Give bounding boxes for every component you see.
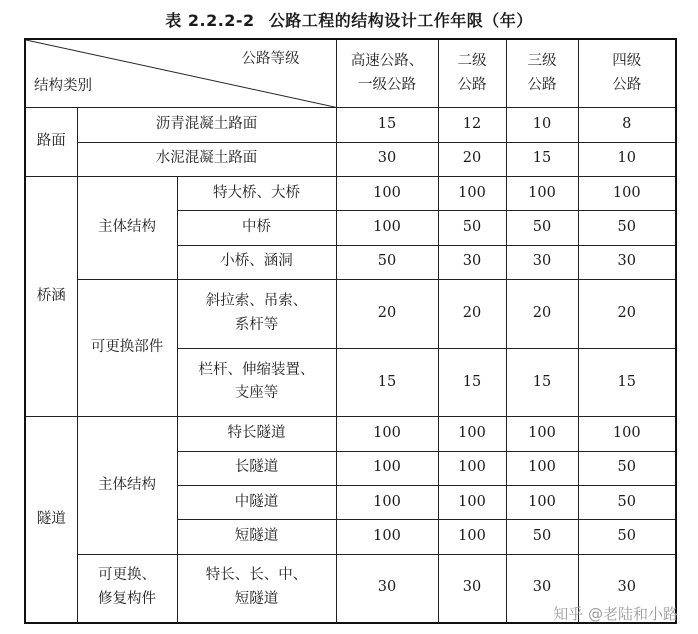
subgroup-label: 主体结构: [77, 176, 177, 279]
table-cell: 100: [506, 451, 578, 485]
table-cell: 100: [506, 176, 578, 210]
table-cell: 50: [506, 211, 578, 245]
row-label: 中隧道: [177, 486, 336, 520]
table-cell: 10: [578, 142, 676, 176]
table-cell: 20: [578, 279, 676, 348]
design-life-table: [24, 38, 677, 624]
table-cell: 30: [438, 554, 506, 623]
row-label: 短隧道: [177, 520, 336, 554]
table-cell: 20: [438, 279, 506, 348]
table-row: [25, 108, 676, 142]
grade-header-line: 高速公路、: [350, 52, 424, 69]
table-cell: 100: [336, 211, 438, 245]
table-cell: 30: [578, 554, 676, 623]
row-label: 特长隧道: [177, 417, 336, 451]
group-label-bridge: 桥涵: [25, 176, 77, 416]
subgroup-label-line: 修复构件: [98, 591, 156, 608]
grade-header-0: [336, 39, 438, 108]
table-cell: 10: [506, 108, 578, 142]
table-cell: 50: [438, 211, 506, 245]
row-label-line: 栏杆、伸缩装置、: [198, 361, 315, 378]
watermark: 知乎 @老陆和小路: [553, 605, 678, 623]
group-label-pavement: 路面: [25, 108, 77, 177]
table-cell: 15: [438, 348, 506, 417]
table-cell: 100: [438, 451, 506, 485]
grade-header-1: [438, 39, 506, 108]
row-label: 中桥: [177, 211, 336, 245]
group-label-tunnel: 隧道: [25, 417, 77, 623]
table-cell: 50: [578, 520, 676, 554]
diagonal-header-cell: [25, 39, 336, 108]
row-label-line: 系杆等: [234, 316, 279, 333]
grade-header-line: 一级公路: [358, 76, 416, 93]
subgroup-label: 可更换部件: [77, 279, 177, 416]
grade-header-line: 公路: [612, 76, 642, 93]
table-cell: 20: [438, 142, 506, 176]
table-cell: 20: [336, 279, 438, 348]
row-label: [177, 554, 336, 623]
table-cell: 100: [578, 417, 676, 451]
table-cell: 30: [438, 245, 506, 279]
table-cell: 8: [578, 108, 676, 142]
table-row: [25, 142, 676, 176]
row-label: 长隧道: [177, 451, 336, 485]
table-row: [25, 176, 676, 210]
structure-type-label: 结构类别: [34, 78, 92, 95]
table-cell: 30: [336, 142, 438, 176]
row-label: 小桥、涵洞: [177, 245, 336, 279]
grade-header-line: 二级: [457, 52, 487, 69]
table-cell: 12: [438, 108, 506, 142]
grade-header-line: 公路: [527, 76, 557, 93]
table-cell: 15: [506, 142, 578, 176]
table-cell: 50: [578, 451, 676, 485]
table-cell: 30: [578, 245, 676, 279]
grade-header-line: 四级: [612, 52, 642, 69]
row-label: [177, 348, 336, 417]
row-label-line: 短隧道: [234, 591, 279, 608]
table-caption: [0, 8, 698, 31]
table-cell: 30: [506, 245, 578, 279]
table-cell: 100: [336, 486, 438, 520]
grade-header-line: 三级: [527, 52, 557, 69]
grade-header-2: [506, 39, 578, 108]
table-cell: 50: [336, 245, 438, 279]
table-cell: 100: [438, 520, 506, 554]
table-cell: 100: [336, 176, 438, 210]
road-grade-label: 公路等级: [241, 51, 300, 67]
table-cell: 100: [578, 176, 676, 210]
table-cell: 30: [506, 554, 578, 623]
row-label-line: 斜拉索、吊索、: [205, 292, 308, 309]
subgroup-label-line: 可更换、: [98, 567, 156, 584]
table-cell: 100: [438, 486, 506, 520]
header-row: [25, 39, 676, 108]
table-cell: 50: [578, 211, 676, 245]
subgroup-label: [77, 554, 177, 623]
grade-header-3: [578, 39, 676, 108]
table-cell: 100: [336, 417, 438, 451]
table-cell: 100: [438, 417, 506, 451]
table-cell: 100: [438, 176, 506, 210]
row-label: 沥青混凝土路面: [77, 108, 336, 142]
table-cell: 100: [336, 520, 438, 554]
table-cell: 15: [336, 108, 438, 142]
subgroup-label: 主体结构: [77, 417, 177, 554]
table-cell: 15: [578, 348, 676, 417]
table-cell: 15: [336, 348, 438, 417]
row-label-line: 支座等: [234, 385, 279, 402]
table-number: 表 2.2.2-2: [165, 11, 255, 30]
table-cell: 100: [506, 486, 578, 520]
row-label: [177, 279, 336, 348]
table-cell: 50: [506, 520, 578, 554]
table-row: [25, 279, 676, 348]
row-label: 特大桥、大桥: [177, 176, 336, 210]
table-cell: 50: [578, 486, 676, 520]
table-cell: 20: [506, 279, 578, 348]
table-row: [25, 417, 676, 451]
table-cell: 100: [506, 417, 578, 451]
row-label-line: 特长、长、中、: [205, 567, 308, 584]
row-label: 水泥混凝土路面: [77, 142, 336, 176]
table-title: 公路工程的结构设计工作年限（年）: [268, 11, 533, 30]
grade-header-line: 公路: [457, 76, 487, 93]
table-cell: 30: [336, 554, 438, 623]
table-cell: 100: [336, 451, 438, 485]
table-cell: 15: [506, 348, 578, 417]
